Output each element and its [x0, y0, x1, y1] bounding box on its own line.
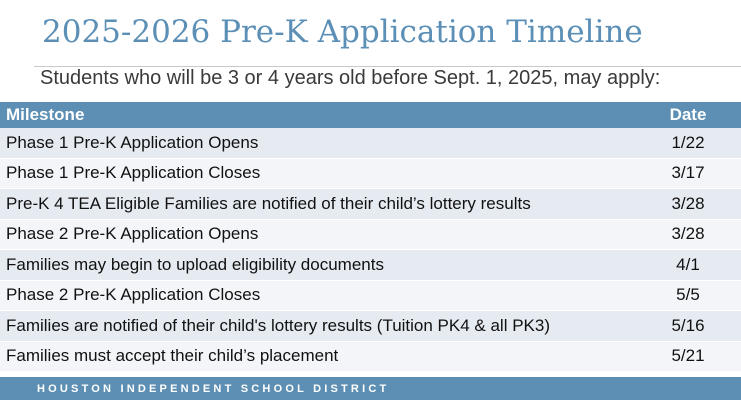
- date-cell: 4/1: [676, 254, 700, 274]
- table-row: [0, 250, 741, 281]
- date-cell: 3/17: [671, 163, 705, 183]
- page-subtitle: Students who will be 3 or 4 years old before Sept. 1, 2025, may apply:: [40, 67, 661, 89]
- table-row: [0, 189, 741, 220]
- table-row: [0, 281, 741, 312]
- milestone-cell: Phase 2 Pre-K Application Closes: [6, 285, 261, 305]
- milestone-cell: Pre-K 4 TEA Eligible Families are notified of their child’s lottery results: [6, 193, 531, 213]
- date-cell: 1/22: [671, 132, 705, 152]
- table-header: [0, 102, 741, 128]
- district-footer: HOUSTON INDEPENDENT SCHOOL DISTRICT: [0, 377, 741, 400]
- milestone-cell: Phase 1 Pre-K Application Closes: [6, 163, 261, 183]
- table-row: [0, 159, 741, 190]
- date-cell: 5/5: [676, 285, 700, 305]
- milestone-cell: Phase 2 Pre-K Application Opens: [6, 224, 259, 244]
- table-row: [0, 311, 741, 342]
- table-row: [0, 342, 741, 373]
- milestone-cell: Families may begin to upload eligibility documents: [6, 254, 384, 274]
- header-date: Date: [669, 105, 707, 124]
- date-cell: 5/16: [671, 315, 705, 335]
- milestone-cell: Phase 1 Pre-K Application Opens: [6, 132, 259, 152]
- table-body: [0, 128, 741, 372]
- milestone-cell: Families must accept their child’s placement: [6, 346, 339, 366]
- table-row: [0, 128, 741, 159]
- header-milestone: Milestone: [6, 105, 85, 124]
- table-row: [0, 220, 741, 251]
- date-cell: 3/28: [671, 224, 705, 244]
- timeline-table: [0, 102, 741, 372]
- page-title: 2025-2026 Pre-K Application Timeline: [42, 14, 643, 50]
- date-cell: 3/28: [671, 193, 705, 213]
- milestone-cell: Families are notified of their child's lottery results (Tuition PK4 & all PK3): [6, 315, 550, 335]
- date-cell: 5/21: [671, 346, 705, 366]
